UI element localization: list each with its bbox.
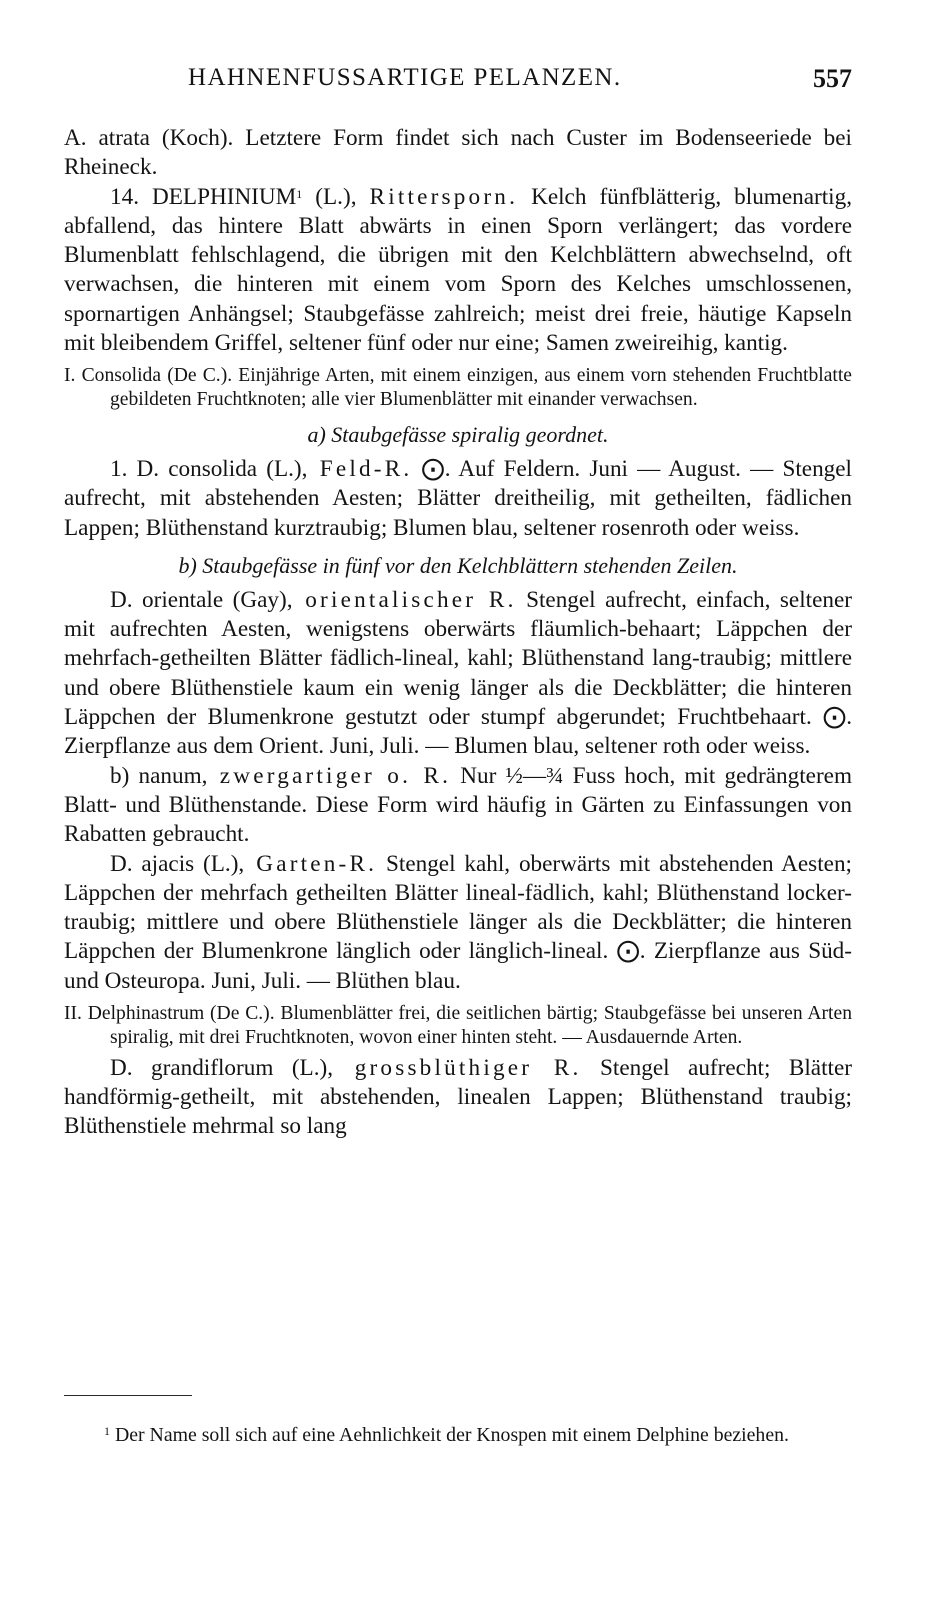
species-common-name: orientalischer R. — [292, 586, 517, 613]
subheading-b: b) Staubgefässe in fünf vor den Kelchblättern stehenden Zeilen. — [178, 552, 738, 578]
species-grandiflorum-entry — [64, 1054, 852, 1142]
genus-heading: 14. DELPHINIUM — [110, 183, 297, 210]
footnote-rule — [64, 1395, 192, 1396]
section-description: Blumenblätter frei, die seitlichen bärtig; Staubgefässe bei unseren Arten spiralig, mit drei Fruchtknoten, wovon einer hinten steht. — Ausdauernde Arten. — [110, 1003, 852, 1048]
species-orientale-entry — [64, 586, 852, 762]
variety-nanum-entry — [64, 762, 852, 850]
section-label: II. Delphinastrum (De C.). — [64, 1003, 275, 1025]
main-text — [64, 124, 852, 1142]
footnote-mark: 1 — [104, 1423, 110, 1438]
footnote — [64, 1422, 852, 1448]
species-heading: D. ajacis (L.), — [110, 850, 245, 877]
species-description: Stengel kahl, oberwärts mit abstehenden Aesten; Läppchen der mehrfach getheilten Blätter lineal-fädlich, kahl; Blüthenstand locker-traubig; mittlere und obere Blüthenstiele länger als die Deckblätter; die hinteren Läppchen der Blumenkrone länglich oder länglich-lineal. ⨀. Zierpflanze aus Süd- und Osteuropa. Juni, Juli. — Blüthen blau. — [64, 850, 852, 994]
footnote-text: Der Name soll sich auf eine Aehnlichkeit der Knospen mit einem Delphine beziehen. — [110, 1423, 789, 1446]
section-label: I. Consolida (De C.). — [64, 365, 233, 387]
section-delphinastrum — [64, 1002, 852, 1050]
running-head-title: HAHNENFUSSARTIGE PELANZEN. — [188, 64, 622, 91]
genus-description: Kelch fünfblätterig, blumenartig, abfallend, das hintere Blatt abwärts in einen Sporn verlängert; das vordere Blumenblatt fehlschlagend, die übrigen mit den Kelchblättern abwechselnd, oft verwachsen, die hinteren mit einem vom Sporn des Kelches umschlossenen, spornartigen Anhängsel; Staubgefässe zahlreich; meist drei freie, häutige Kapseln mit bleibendem Griffel, seltener fünf oder nur eine; Samen zweireihig, kantig. — [64, 183, 853, 357]
species-heading: D. grandiflorum (L.), — [110, 1054, 334, 1081]
variety-common-name: zwergartiger o. R. — [207, 762, 452, 789]
species-common-name: Feld-R. — [307, 455, 413, 482]
variety-description: Nur ½—¾ Fuss hoch, mit gedrängterem Blatt- und Blüthenstande. Diese Form wird häufig in Gärten zu Einfassungen von Rabatten gebraucht. — [64, 762, 852, 848]
subheading-a: a) Staubgefässe spiralig geordnet. — [307, 421, 609, 447]
species-heading: D. orientale (Gay), — [110, 586, 293, 613]
running-head — [64, 64, 852, 104]
species-consolida-entry — [64, 455, 852, 543]
genus-common-name: Rittersporn. — [369, 183, 519, 210]
genus-delphinium-entry — [64, 183, 852, 359]
page-number: 557 — [813, 64, 852, 93]
species-common-name: grossblüthiger R. — [333, 1054, 582, 1081]
species-description: Stengel aufrecht; Blätter handförmig-getheilt, mit abstehenden, linealen Lappen; Blüthenstand traubig; Blüthenstiele mehrmal so lang — [64, 1054, 852, 1140]
variety-heading: b) nanum, — [110, 762, 208, 789]
genus-authority: (L.), — [302, 183, 370, 210]
species-description: Stengel aufrecht, einfach, seltener mit aufrechten Aesten, wenigstens oberwärts fläumlich-behaart; Läppchen der mehrfach-getheilten Blätter fädlich-lineal, kahl; Blüthenstand lang-traubig; mittlere und obere Blüthenstiele kaum ein wenig länger als die Deckblätter; die hinteren Läppchen der Blumenkrone gestutzt oder stumpf abgerundet; Fruchtbehaart. ⨀. Zierpflanze aus dem Orient. Juni, Juli. — Blumen blau, seltener roth oder weiss. — [64, 586, 852, 760]
footnote-reference: 1 — [296, 186, 303, 201]
section-consolida — [64, 364, 852, 412]
section-description: Einjährige Arten, mit einem einzigen, aus einem vorn stehenden Fruchtblatte gebildeten Fruchtknoten; alle vier Blumenblätter mit einander verwachsen. — [110, 365, 852, 411]
species-heading: 1. D. consolida (L.), — [110, 455, 308, 482]
species-common-name: Garten-R. — [244, 850, 378, 877]
species-description: ⨀. Auf Feldern. Juni — August. — Stengel aufrecht, mit abstehenden Aesten; Blätter dreitheilig, mit getheilten, fädlichen Lappen; Blüthenstand kurztraubig; Blumen blau, seltener rosenroth oder weiss. — [64, 455, 852, 541]
species-ajacis-entry — [64, 850, 852, 996]
paragraph-continuation: A. atrata (Koch). Letztere Form findet sich nach Custer im Bodenseeriede bei Rheineck. — [64, 125, 852, 181]
